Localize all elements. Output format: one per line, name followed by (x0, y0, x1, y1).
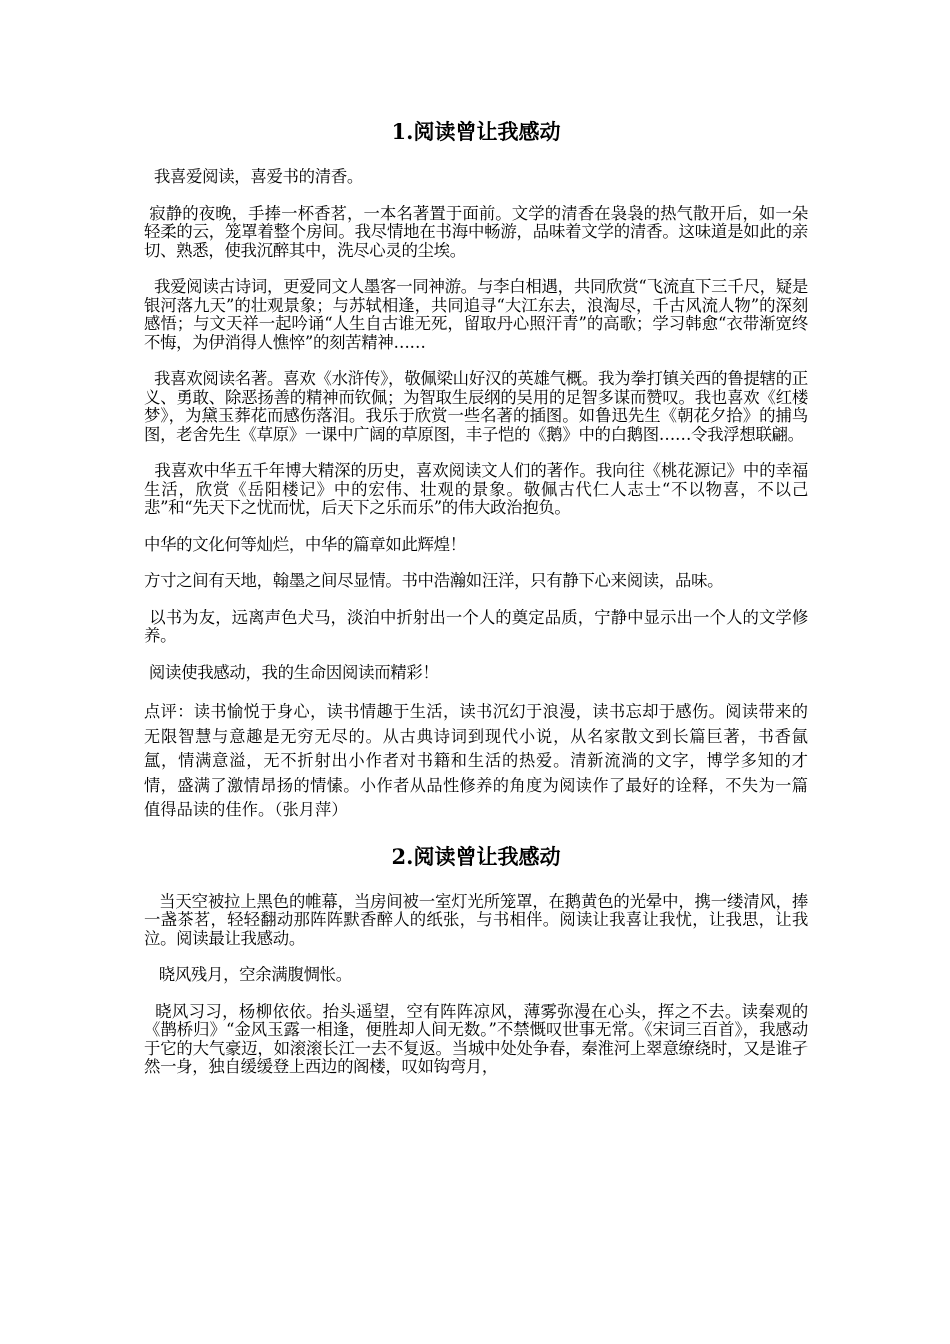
essay-1-paragraph: 我喜欢中华五千年博大精深的历史，喜欢阅读文人们的著作。我向往《桃花源记》中的幸福生活，欣赏《岳阳楼记》中的宏伟、壮观的景象。敬佩古代仁人志士“不以物喜，不以己悲”和“先天下之忧而忧，后天下之乐而乐”的伟大政治抱负。 (144, 461, 808, 517)
essay-1-paragraph: 阅读使我感动，我的生命因阅读而精彩！ (144, 662, 439, 682)
essay-1-paragraph: 以书为友，远离声色犬马，淡泊中折射出一个人的奠定品质，宁静中显示出一个人的文学修养。 (144, 607, 808, 645)
essay-1-comment: 点评：读书愉悦于身心，读书情趣于生活，读书沉幻于浪漫，读书忘却于感伤。阅读带来的无限智慧与意趣是无穷无尽的。从古典诗词到现代小说，从名家散文到长篇巨著，书香氤氲，情满意溢，无不折射出小作者对书籍和生活的热爱。清新流淌的文字，博学多知的才情，盛满了激情昂扬的情愫。小作者从品性修养的角度为阅读作了最好的诠释，不失为一篇值得品读的佳作。（张月萍） (144, 702, 808, 819)
essay-1-paragraph: 我喜爱阅读，喜爱书的清香。 (144, 167, 364, 186)
essay-1-title: 1.阅读曾让我感动 (391, 119, 561, 144)
essay-2-paragraph: 当天空被拉上黑色的帷幕，当房间被一室灯光所笼罩，在鹅黄色的光晕中，携一缕清风，捧一盏茶茗，轻轻翻动那阵阵默香醉人的纸张，与书相伴。阅读让我喜让我忧，让我思，让我泣。阅读最让我感动。 (144, 891, 809, 948)
essay-2-paragraph: 晓风习习，杨柳依依。抬头遥望，空有阵阵凉风，薄雾弥漫在心头，挥之不去。读秦观的《鹊桥归》“金风玉露一相逢，便胜却人间无数。”不禁慨叹世事无常。《宋词三百首》，我感动于它的大气豪迈，如滚滚长江一去不复返。当城中处处争春，秦淮河上翠意缭绕时，又是谁孑然一身，独自缓缓登上西边的阁楼，叹如钩弯月， (144, 1001, 808, 1076)
essay-1-paragraph: 我喜欢阅读名著。喜欢《水浒传》，敬佩梁山好汉的英雄气概。我为拳打镇关西的鲁提辖的正义、勇敢、除恶扬善的精神而钦佩；为智取生辰纲的吴用的足智多谋而赞叹。我也喜欢《红楼梦》，为黛玉葬花而感伤落泪。我乐于欣赏一些名著的插图。如鲁迅先生《朝花夕拾》的捕鸟图，老舍先生《草原》一课中广阔的草原图，丰子恺的《鹅》中的白鹅图……令我浮想联翩。 (144, 369, 808, 444)
essay-2-paragraph: 晓风残月，空余满腹惆怅。 (144, 965, 352, 984)
essay-1-paragraph: 方寸之间有天地，翰墨之间尽显情。书中浩瀚如汪洋，只有静下心来阅读，品味。 (144, 571, 724, 590)
document-content (144, 118, 808, 1095)
essay-1-paragraph: 中华的文化何等灿烂，中华的篇章如此辉煌！ (144, 534, 466, 554)
essay-2-title: 2.阅读曾让我感动 (391, 843, 561, 869)
essay-1-paragraph: 我爱阅读古诗词，更爱同文人墨客一同神游。与李白相遇，共同欣赏“飞流直下三千尺，疑是银河落九天”的壮观景象；与苏轼相逢，共同追寻“大江东去，浪淘尽，千古风流人物”的深刻感悟；与文天祥一起吟诵“人生自古谁无死，留取丹心照汗青”的高歌；学习韩愈“衣带渐宽终不悔，为伊消得人憔悴”的刻苦精神…… (144, 277, 809, 352)
essay-1-paragraph: 寂静的夜晚，手捧一杯香茗，一本名著置于面前。文学的清香在袅袅的热气散开后，如一朵轻柔的云，笼罩着整个房间。我尽情地在书海中畅游，品味着文学的清香。这味道是如此的亲切、熟悉，使我沉醉其中，洗尽心灵的尘埃。 (144, 203, 808, 260)
